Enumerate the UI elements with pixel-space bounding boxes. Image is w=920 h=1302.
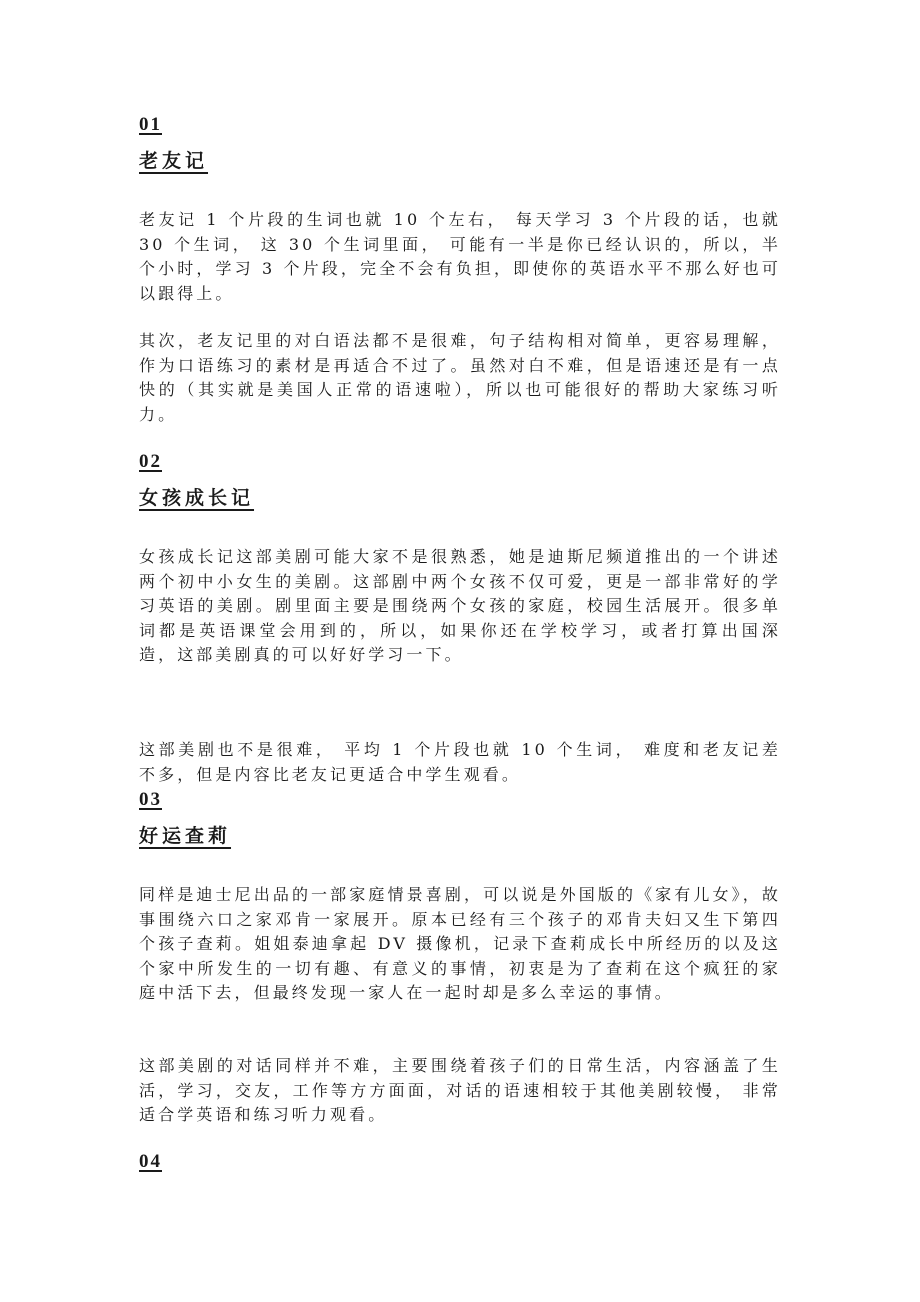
section-01-paragraph-1: 老友记 1 个片段的生词也就 10 个左右， 每天学习 3 个片段的话，也就 30 个生词， 这 30 个生词里面， 可能有一半是你已经认识的，所以，半个小时，学习 3 个片段，完全不会有负担，即使你的英语水平不那么好也可以跟得上。: [139, 210, 781, 303]
section-number-01: 01: [139, 114, 162, 135]
section-title-02: 女孩成长记: [139, 487, 255, 509]
section-number-02: 02: [139, 451, 162, 472]
section-title-01: 老友记: [139, 150, 209, 172]
section-number-03: 03: [139, 789, 162, 810]
section-number-04: 04: [139, 1151, 162, 1172]
section-02-paragraph-1: 女孩成长记这部美剧可能大家不是很熟悉，她是迪斯尼频道推出的一个讲述两个初中小女生的美剧。这部剧中两个女孩不仅可爱，更是一部非常好的学习英语的美剧。剧里面主要是围绕两个女孩的家庭，校园生活展开。很多单词都是英语课堂会用到的，所以，如果你还在学校学习，或者打算出国深造，这部美剧真的可以好好学习一下。: [139, 547, 781, 664]
section-03-paragraph-1: 同样是迪士尼出品的一部家庭情景喜剧，可以说是外国版的《家有儿女》，故事围绕六口之家邓肯一家展开。原本已经有三个孩子的邓肯夫妇又生下第四个孩子查莉。姐姐泰迪拿起 DV 摄像机，记录下查莉成长中所经历的以及这个家中所发生的一切有趣、有意义的事情，初衷是为了查莉在这个疯狂的家庭中活下去，但最终发现一家人在一起时却是多么幸运的事情。: [139, 885, 781, 1002]
section-title-03: 好运查莉: [139, 825, 232, 847]
section-02-paragraph-2: 这部美剧也不是很难， 平均 1 个片段也就 10 个生词， 难度和老友记差不多，但是内容比老友记更适合中学生观看。: [139, 740, 781, 784]
section-01-paragraph-2: 其次，老友记里的对白语法都不是很难，句子结构相对简单，更容易理解，作为口语练习的素材是再适合不过了。虽然对白不难，但是语速还是有一点快的（其实就是美国人正常的语速啦），所以也可能很好的帮助大家练习听力。: [139, 331, 781, 424]
section-03-paragraph-2: 这部美剧的对话同样并不难，主要围绕着孩子们的日常生活，内容涵盖了生活，学习，交友，工作等方方面面，对话的语速相较于其他美剧较慢， 非常适合学英语和练习听力观看。: [139, 1056, 781, 1124]
